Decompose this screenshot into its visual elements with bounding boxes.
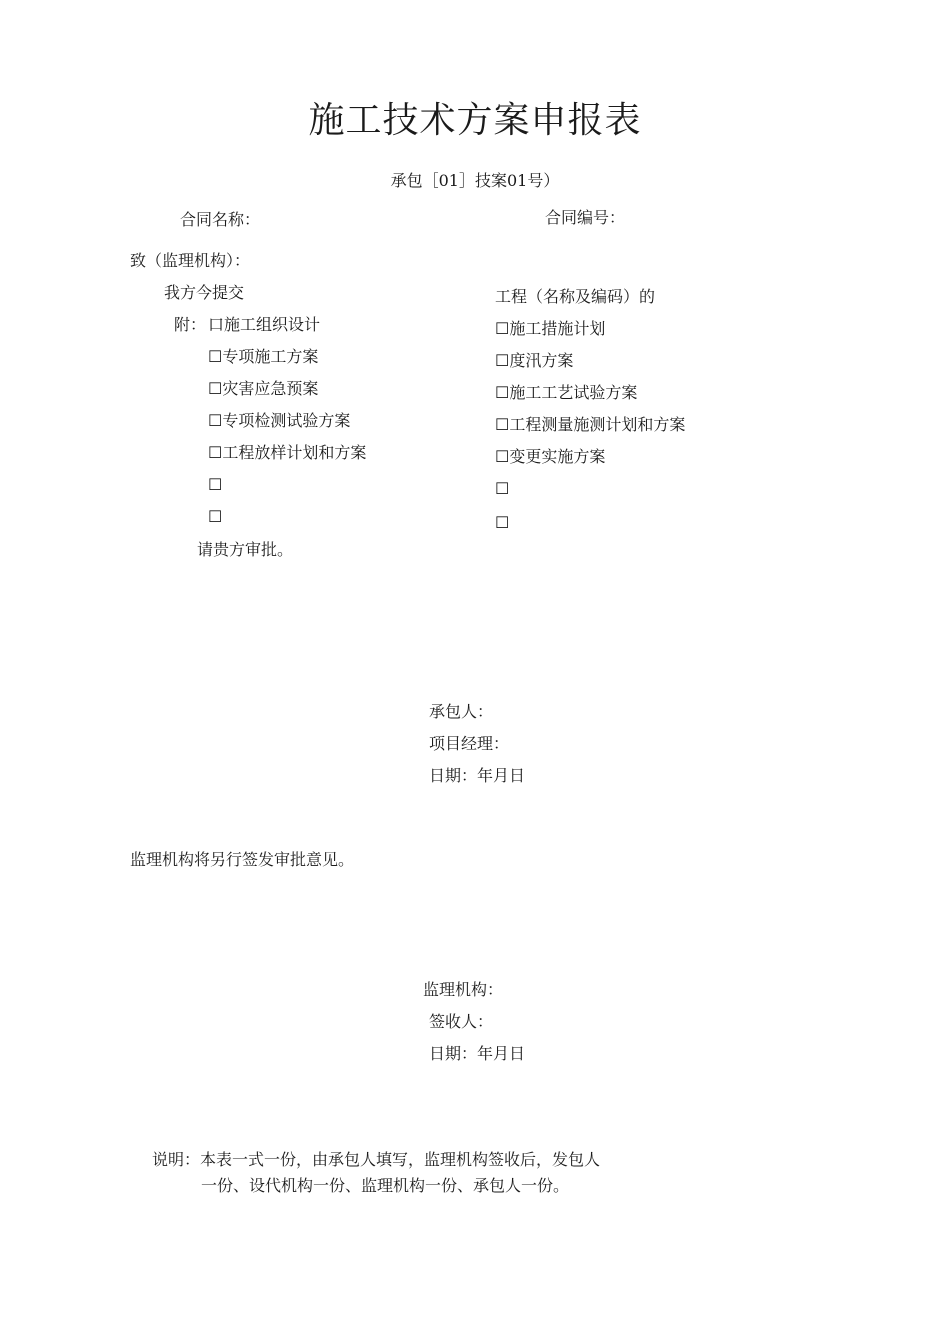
supervision-date-label: 日期：年月日 bbox=[429, 1044, 526, 1063]
option-layout-plan: ☐工程放样计划和方案 bbox=[208, 443, 367, 462]
option-process-test: ☐施工工艺试验方案 bbox=[495, 383, 638, 402]
form-number: 承包［01］技案01号） bbox=[390, 171, 560, 190]
option-blank-left-2: ☐ bbox=[208, 507, 223, 526]
submit-text-left: 我方今提交 bbox=[164, 283, 245, 302]
supervision-note: 监理机构将另行签发审批意见。 bbox=[130, 850, 355, 869]
option-flood-plan: ☐度汛方案 bbox=[495, 351, 574, 370]
option-change-plan: ☐变更实施方案 bbox=[495, 447, 606, 466]
attach-label: 附： bbox=[174, 315, 207, 334]
option-special-construction: ☐专项施工方案 bbox=[208, 347, 319, 366]
explanation-line-2: 一份、设代机构一份、监理机构一份、承包人一份。 bbox=[201, 1176, 570, 1195]
request-approval: 请贵方审批。 bbox=[197, 540, 294, 559]
form-title: 施工技术方案申报表 bbox=[308, 100, 642, 141]
option-blank-right-1: ☐ bbox=[495, 479, 510, 498]
option-blank-left-1: ☐ bbox=[208, 475, 223, 494]
contract-no-label: 合同编号： bbox=[545, 208, 626, 227]
submit-text-right: 工程（名称及编码）的 bbox=[495, 287, 656, 306]
option-measures-plan: ☐施工措施计划 bbox=[495, 319, 606, 338]
explanation-line-1: 说明：本表一式一份，由承包人填写，监理机构签收后，发包人 bbox=[152, 1150, 601, 1169]
option-survey-plan: ☐工程测量施测计划和方案 bbox=[495, 415, 686, 434]
supervision-org-label: 监理机构： bbox=[423, 980, 504, 999]
contract-name-label: 合同名称： bbox=[180, 210, 261, 229]
contractor-date-label: 日期：年月日 bbox=[429, 766, 526, 785]
project-manager-label: 项目经理： bbox=[429, 734, 510, 753]
option-special-test: ☐专项检测试验方案 bbox=[208, 411, 351, 430]
option-emergency-plan: ☐灾害应急预案 bbox=[208, 379, 319, 398]
contractor-label: 承包人： bbox=[429, 702, 494, 721]
option-construction-design: 口施工组织设计 bbox=[208, 315, 321, 334]
addressee: 致（监理机构）： bbox=[130, 251, 251, 270]
receiver-label: 签收人： bbox=[429, 1012, 494, 1031]
option-blank-right-2: ☐ bbox=[495, 513, 510, 532]
